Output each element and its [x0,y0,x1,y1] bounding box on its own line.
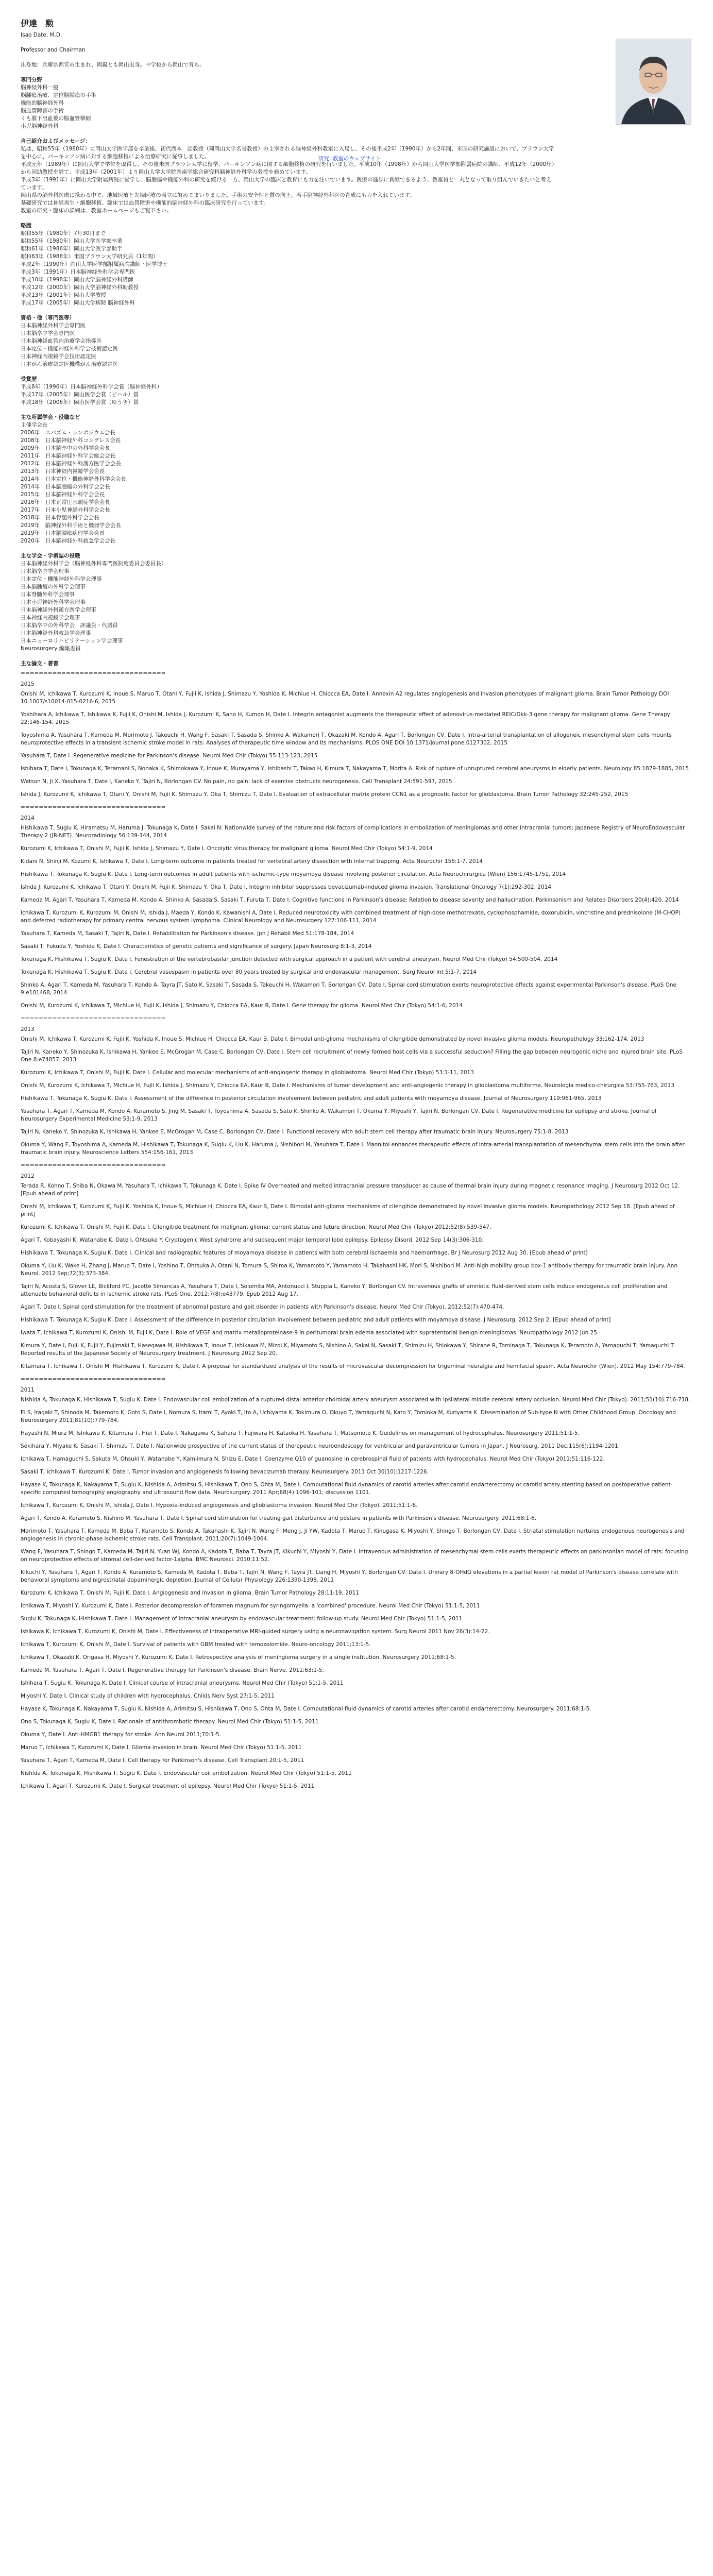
publication-entry: Kameda M, Agari T, Yasuhara T, Kameda M, Kondo A, Shinko A, Sasada S, Sasaki T, Furuta T, Date I. Cognitive functions in Parkinson's disease: Relation to disease severity and hallucination. Parkinsonism and Related Disorders 20(4):420, 2014 [21,897,679,903]
publication-entry: Kimura Y, Date I, Fujii K, Fujii Y, Fujimaki T, Hasegawa M, Hishikawa T, Inoue T, Ishikawa M, Mizoi K, Miyamoto S, Nishino A, Sakai N, Sasaki T, Shimizu H, Shiokawa Y, Shirane R, Tominaga T, Tokunaga K, Teramoto A, Yamaguchi T, Yamaguchi T. Reported results of the Japanese Society of Neurosurgery treatment. J Neurosurg 2012 Sep 20. [21,1343,675,1357]
publication-entry: Hishikawa T, Tokunaga K, Sugiu K, Date I. Long-term outcomes in adult patients with ischemic-type moyamoya disease involving posterior circulation. Acta Neurochirurgica (Wien) 156:1745-1751, 2014 [21,871,566,877]
publication-entry: Ei S, Iragaki T, Shinoda M, Takemoto K, Goto S, Date I, Nomura S, Itami T, Ayoki T, Ito A, Uchiyama K, Tokimura O, Okuyo T, Yamaguchi N, Kato Y, Tomioka M, Kuriyama K. Dissemination of Sub-type N with Other Childhood Group. Oncology and Neurosurgery 2011;81(10):779-784. [21,1410,676,1423]
publication-entry: Tokunaga K, Hishikawa T, Sugiu K, Date I. Fenestration of the vertebrobasilar junction detected with surgical approach in a patient with cerebral aneurysm. Neurol Med Chir (Tokyo) 54:500-504, 2014 [21,956,558,962]
society-item: 2018年 日本脊髄外科学会会長 [21,515,99,521]
publication-entry: Hayase K, Tokunaga K, Nakayama T, Sugiu K, Nishida A, Arimitsu S, Hishikawa T, Ono S, Ohta M, Date I. Computational fluid dynamics of carotid arteries after carotid endarterectomy. Neurosurgery. 2011;68:1-5. [21,1706,591,1712]
history-item: 平成13年（2001年）岡山大学教授 [21,292,107,298]
publication-entry: Nishida A, Tokunaga K, Hishikawa T, Sugiu K, Date I. Endovascular coil embolization. Neurol Med Chir (Tokyo) 51:1-5, 2011 [21,1770,352,1776]
publication-entry: Hishikawa T, Tokunaga K, Sugiu K, Date I. Assessment of the difference in posterior circulation involvement between pediatric and adult patients with moyamoya disease. Journal of Neurosurgery 119:961-965, 2013 [21,1095,602,1101]
history-item: 昭和55年（1980年）7月30日まで [21,230,106,236]
page-title: 伊達 勲 [21,19,54,28]
history-item: 平成10年（1998年）岡山大学脳神経外科講師 [21,277,133,283]
history-item: 昭和63年（1988年）米国ブラウン大学研究員（1年間） [21,253,159,260]
publication-entry: Tajiri N, Acosta S, Glover LE, Bickford PC, Jacotte Simancas A, Yasuhara T, Date I, Solomita MA, Antonucci I, Stuppia L, Kaneko Y, Borlongan CV. Intravenous grafts of amniotic fluid-derived stem cells induce endogenous cell proliferation and attenuate behavioral deficits in ischemic stroke rats. PLoS One. 2012;7(8):e43779. Epub 2012 Aug 17. [21,1283,668,1297]
society-item: 2015年 日本脳神経外科学会会長 [21,492,105,498]
specialty-list [21,84,690,130]
publication-entry: Miyoshi Y, Date I. Clinical study of children with hydrocephalus. Childs Nerv Syst 27:1-5, 2011 [21,1693,275,1699]
publication-entry: Kurozumi K, Ichikawa T, Onishi M, Fujii K, Date I. Cilengitide treatment for malignant glioma: current status and future direction. Neurol Med Chir (Tokyo) 2012;52(8):539-547. [21,1224,491,1230]
publication-entry: Ichikawa T, Okazaki K, Origasa H, Miyoshi Y, Kurozumi K, Date I. Retrospective analysis of meningioma surgery in a single institution. Neurosurgery 2011;68:1-5. [21,1654,456,1660]
society-item: 2008年 日本脳神経外科コングレス会長 [21,437,121,444]
specialty-heading: 専門分野 [21,77,42,83]
society-item: 2013年 日本神経内視鏡学会会長 [21,468,105,474]
publication-entry: Wang F, Yasuhara T, Shingo T, Kameda M, Tajiri N, Yuan WJ, Kondo A, Kadota T, Baba T, Tayra JT, Kikuchi Y, Miyoshi Y, Date I. Intravenous administration of mesenchymal stem cells exerts therapeutic effects on parkinsonian model of rats: focusing on neuroprotective effects of stromal cell-derived factor-1alpha. BMC Neurosci. 2010;11:52. [21,1549,688,1563]
society-item: 2014年 日本脳腫瘍の外科学会会長 [21,484,110,490]
publication-entry: Hishikawa T, Tokunaga K, Sugiu K, Date I. Clinical and radiographic features of moyamoya disease in patients with both cerebral ischaemia and haemorrhage. Br J Neurosurg 2012 Aug 30. [Epub ahead of print] [21,1250,588,1256]
journal-item: 日本脊髄外科学会理事 [21,591,75,598]
publication-entry: Ichikawa T, Agari T, Kurozumi K, Date I. Surgical treatment of epilepsy. Neurol Med Chir (Tokyo) 51:1-5, 2011 [21,1783,315,1789]
portrait-illustration [616,39,691,124]
publication-entry: Sekihara Y, Miyake K, Sasaki T, Shimizu T, Date I. Nationwide prospective of the current status of therapeutic neuroendoscopy for ventricular and paraventricular tumors in Japan. J Neurosurg. 2011 Dec;115(6):1194-1201. [21,1443,620,1449]
publication-entry: Onishi M, Ichikawa T, Kurozumi K, Inoue S, Maruo T, Otani Y, Fujii K, Ishida J, Shimazu Y, Yoshida K, Michiue H, Chiocca EA, Date I. Annexin A2 regulates angiogenesis and invasion phenotypes of malignant glioma. Brain Tumor Pathology DOI 10.1007/s10014-015-0216-6, 2015 [21,691,669,705]
publication-entry: Ichikawa T, Kurozumi K, Onishi M, Date I. Survival of patients with GBM treated with temozolomide. Neuro-oncology 2011;13:1-5. [21,1641,371,1648]
societies-intro: 主催学会長 [21,422,48,428]
award-item: 平成8年（1996年）日本脳神経外科学会賞（脳神経外科） [21,384,162,390]
publication-entry: Yasuhara T, Kameda M, Sasaki T, Tajiri N, Date I. Rehabilitation for Parkinson's disease. Jpn J Rehabil Med 51:178-184, 2014 [21,930,354,937]
publication-entry: Okuma Y, Liu K, Wake H, Zhang J, Maruo T, Date I, Yoshino T, Ohtsuka A, Otani N, Tomura S, Shima K, Yamamoto Y, Yamamoto H, Takahashi HK, Mori S, Nishibori M. Anti-high mobility group box-1 antibody therapy for traumatic brain injury. Ann Neurol. 2012 Sep;72(3):373-384. [21,1263,678,1277]
birthplace-text: 出身地：兵庫県西宮市生まれ、両親とも岡山出身。中学校から岡山で育ち。 [21,62,205,68]
specialty-item: 小児脳神経外科 [21,123,59,129]
journal-item: Neurosurgery 編集委員 [21,646,81,652]
publications-list [21,670,690,1790]
award-item: 平成18年（2006年）岡山医学会賞（ゆうき）賞 [21,399,139,405]
message-paragraph: 教室の研究・臨床の詳細は、教室ホームページもご覧下さい。 [21,208,172,214]
board-item: 日本脳卒中学会専門医 [21,330,75,336]
publication-entry: Kurozumi K, Ichikawa T, Onishi M, Fujii K, Date I. Angiogenesis and invasion in glioma. Brain Tumor Pathology 28:11-19, 2011 [21,1590,359,1596]
publication-entry: Ono S, Tokunaga K, Sugiu K, Date I. Rationale of antithrombotic therapy. Neurol Med Chir (Tokyo) 51:1-5, 2011 [21,1719,319,1725]
publication-entry: Ishikawa K, Ichikawa T, Kurozumi K, Onishi M, Date I. Effectiveness of intraoperative MRI-guided surgery using a neuronavigation system. Surg Neurol 2011 Nov 26(3):14-22. [21,1629,490,1635]
publication-entry: Onishi M, Kurozumi K, Ichikawa T, Michiue H, Fujii K, Ishida J, Shimazu Y, Chiocca EA, Kaur B, Date I. Gene therapy for glioma. Neurol Med Chir (Tokyo) 54:1-6, 2014 [21,1003,463,1009]
publication-entry: Sugiu K, Tokunaga K, Hishikawa T, Date I. Management of intracranial aneurysm by endovascular treatment: follow-up study. Neurol Med Chir (Tokyo) 51:1-5, 2011 [21,1616,463,1622]
society-item: 2019年 日本脳腫瘍病理学会会長 [21,530,105,536]
publication-entry: Onishi M, Kurozumi K, Ichikawa T, Michiue H, Fujii K, Ishida J, Shimazu Y, Chiocca EA, Kaur B, Date I. Mechanisms of tumor development and anti-angiogenic therapy in glioblastoma multiforme. Neurologia medico-chirurgica 53:755-763, 2013 [21,1082,674,1089]
society-item: 2012年 日本脳神経外科漢方医学会会長 [21,461,121,467]
publication-entry: Kameda M, Yasuhara T, Agari T, Date I. Regenerative therapy for Parkinson's disease. Brain Nerve. 2011;63:1-5. [21,1667,324,1673]
journals-list [21,560,690,653]
journal-item: 日本脳腫瘍の外科学会理事 [21,584,86,590]
society-item: 2009年 日本脳卒中の外科学会会長 [21,445,110,451]
publication-entry: Okuma Y, Wang F, Toyoshima A, Kameda M, Hishikawa T, Tokunaga K, Sugiu K, Liu K, Haruma J, Nishibori M, Yasuhara T, Date I. Mannitol enhances therapeutic effects of intra-arterial transplantation of mesenchymal stem cells into the brain after traumatic brain injury. Neuroscience Letters 554:156-161, 2013 [21,1142,685,1156]
publication-entry: Shinko A, Agari T, Kameda M, Yasuhara T, Kondo A, Tayra JT, Sato K, Sasaki T, Sasada S, Takeuchi H, Wakamori T, Borlongan CV, Date I. Spinal cord stimulation exerts neuroprotective effects against experimental Parkinson's disease. PLoS One 9:e101468, 2014 [21,982,677,996]
journal-item: 日本脳神経外科学会（脳神経外科専門医制度委員会委員長） [21,561,167,567]
journal-item: 日本神経内視鏡学会理事 [21,615,80,621]
publication-entry: Ishida J, Kurozumi K, Ichikawa T, Otani Y, Onishi M, Fujii K, Shimazu Y, Oka T, Date I. Integrin inhibitor suppresses bevacizumab-induced glioma invasion. Translational Oncology 7(1):292-302, 2014 [21,884,552,890]
publication-entry: Onishi M, Ichikawa T, Kurozumi K, Fujii K, Yoshida K, Inoue S, Michiue H, Chiocca EA, Kaur B, Date I. Bimodal anti-glioma mechanisms of cilengitide demonstrated by novel invasive glioma models. Neuropathology 33:162-174, 2013 [21,1036,644,1042]
specialty-item: 脳神経外科一般 [21,84,59,91]
publication-entry: Nishida A, Tokunaga K, Hishikawa T, Sugiu K, Date I. Endovascular coil embolization of a ruptured distal anterior choroidal artery aneurysm associated with ipsilateral middle cerebral artery occlusion. Neurol Med Chir (Tokyo). 2011;51(10):716-718. [21,1397,690,1403]
board-item: 日本脳神経血管内治療学会指導医 [21,338,102,344]
profile-page [21,20,690,1795]
journal-item: 日本脳神経外科漢方医学会理事 [21,607,96,613]
year-heading: 2015 [21,681,35,687]
specialty-item: 脳血管障害の手術 [21,108,64,114]
publications-heading: 主な論文・著書 [21,660,59,667]
publication-entry: Yasuhara T, Date I. Regenerative medicine for Parkinson's disease. Neurol Med Chir (Tokyo) 55:113-123, 2015 [21,753,318,759]
publication-entry: Yoshihara A, Ichikawa T, Ishikawa K, Fujii K, Onishi M, Ishida J, Kurozumi K, Sano H, Kumon H, Date I. Integrin antagonist augments the therapeutic effect of adenovirus-mediated REIC/Dkk-3 gene therapy for malignant glioma. Gene Therapy 22:146-154, 2015 [21,711,670,725]
self-introduction [21,138,690,215]
journal-item: 日本脳卒中の外科学会 評議員・代議員 [21,622,118,629]
history-item: 昭和61年（1986年）岡山大学医学部助手 [21,246,123,252]
board-item: 日本がん治療認定医機構がん治療認定医 [21,361,118,367]
society-item: 2017年 日本小児神経外科学会会長 [21,507,110,513]
publication-entry: Kurozumi K, Ichikawa T, Onishi M, Fujii K, Ishida J, Shimazu Y, Date I. Oncolytic virus therapy for malignant glioma. Neurol Med Chir (Tokyo) 54:1-9, 2014 [21,845,433,852]
publication-entry: Tokunaga K, Hishikawa T, Sugiu K, Date I. Cerebral vasospasm in patients over 80 years treated by surgical and endovascular management. Surg Neurol Int 5:1-7, 2014 [21,969,477,975]
publication-entry: Morimoto T, Yasuhara T, Kameda M, Baba T, Kuramoto S, Kondo A, Takahashi K, Tajiri N, Wang F, Meng J, Ji YW, Kadota T, Maruo T, Kinugasa K, Miyoshi Y, Shingo T, Borlongan CV, Date I. Striatal stimulation nurtures endogenous neurogenesis and angiogenesis in chronic-phase ischemic stroke rats. Cell Transplant. 2011;20(7):1049-1064. [21,1528,685,1542]
publication-entry: Agari T, Kobayashi K, Watanabe K, Date I, Ohtsuka Y. Cryptogenic West syndrome and subsequent major temporal lobe epilepsy. Epilepsy Disord. 2012 Sep 14(3):306-310. [21,1237,484,1243]
message-paragraph: 平成3年（1991年）に岡山大学附属病院に帰学し、脳腫瘍や機能外科の研究を続ける一方、岡山大学の臨床と教育にも力を注いでいます。医療の進歩に貢献できるよう、教室員と一丸となって取り組んでいきたいと考えています。 [21,177,552,191]
lab-website-text[interactable]: 研究 :教室のウェブサイト [318,156,381,162]
board-item: 日本脳神経外科学会専門医 [21,323,86,329]
board-item: 日本神経内視鏡学会技術認定医 [21,353,96,360]
year-separator: ================================ [21,1376,166,1382]
society-item: 2014年 日本定位・機能神経外科学会会長 [21,476,127,482]
publication-entry: Yasuhara T, Agari T, Kameda M, Date I. Cell therapy for Parkinson's disease. Cell Transplant 20:1-5, 2011 [21,1757,304,1764]
history-item: 昭和55年（1980年）岡山大学医学部卒業 [21,238,123,244]
society-item: 2006年 スパズム・シンポジウム会長 [21,430,115,436]
message-paragraph: 平成元年（1989年）に岡山大学で学位を取得し、その後米国ブラウン大学に留学、パーキンソン病に関する細胞移植の研究を行いました。平成10年（1998年）から岡山大学医学部附属病院の講師、平成12年（2000年）から同助教授を経て、平成13年（2001年）より岡山大学大学院医歯学総合研究科脳神経外科学の教授を務めています。 [21,161,555,175]
board-item: 日本定位・機能神経外科学会技術認定医 [21,346,118,352]
specialty-item: くも膜下出血後の脳血管攣縮 [21,115,91,122]
societies-heading: 主な所属学会・役職など [21,414,80,420]
publication-entry: Toyoshima A, Yasuhara T, Kameda M, Morimoto J, Takeuchi H, Wang F, Sasaki T, Sasada S, Shinko A, Wakamori T, Okazaki M, Kondo A, Agari T, Borlongan CV, Date I. Intra-arterial transplantation of allogeneic mesenchymal stem cells mounts neuroprotective effects in a transient ischemic stroke model in rats: Analyses of therapeutic time window and its mechanisms. PLOS ONE DOI 10.1371/journal.pone.0127302, 2015 [21,732,672,746]
publication-entry: Ishihara T, Date I, Tokunaga K, Teramani S, Nonaka K, Shimokawa Y, Inoue K, Murayama Y, Ishibashi T, Takao H, Kimura T, Nakayama T, Morita A. Risk of rupture of unruptured cerebral aneurysms in elderly patients. Neurology 85:1879-1885, 2015 [21,766,689,772]
publication-entry: Agari T, Kondo A, Kuramoto S, Nishino M, Yasuhara T, Date I. Spinal cord stimulation for treating gait disturbance and posture in patients with Parkinson's disease. Neurosurgery. 2011;68:1-6. [21,1515,537,1521]
publication-entry: Kikuchi Y, Yasuhara T, Agari T, Kondo A, Kuramoto S, Kameda M, Kadota T, Baba T, Tajiri N, Wang F, Tayra JT, Liang H, Miyoshi Y, Borlongan CV, Date I. Urinary 8-OHdG elevations in a partial lesion rat model of Parkinson's disease correlate with behavioral symptoms and nigrostriatal dopaminergic depletion. Journal of Cellular Physiology 226:1390-1398, 2011 [21,1569,678,1583]
position-title: Professor and Chairman [21,47,86,53]
history-item: 平成2年（1990年）岡山大学医学部附属病院講師・医学博士 [21,261,168,267]
specialty-item: 機能的脳神経外科 [21,100,64,106]
publication-entry: Ichikawa T, Kurozumi K, Kurozumi M, Onishi M, Ishida J, Maeda Y, Kondo K, Kawanishi A, Date I. Reduced neurotoxicity with combined treatment of high-dose methotrexate, cyclophosphamide, doxorubicin, vincristine and prednisolone (M-CHOP) and deferred radiotherapy for primary central nervous system lymphoma. Clinical Neurology and Neurosurgery 127:106-111, 2014 [21,910,681,924]
publication-entry: Tajiri N, Kaneko Y, Shinozuka K, Ishikawa H, Yankee E, McGrogan M, Case C, Borlongan CV, Date I. Stem cell recruitment of newly formed host cells via a successful seduction? Filling the gap between neurogenic niche and injured brain site. PLoS One 8:e74857, 2013 [21,1049,683,1063]
specialty-item: 脳腫瘍治療、定位脳腫瘍の手術 [21,92,96,98]
publication-entry: Ishida J, Kurozumi K, Ichikawa T, Otani Y, Onishi M, Fujii K, Shimazu Y, Oka T, Shimizu T, Date I. Evaluation of extracellular matrix protein CCN1 as a prognostic factor for glioblastoma. Brain Tumor Pathology 32:245-252, 2015 [21,791,629,798]
publication-entry: Hayashi N, Miura M, Ishikawa K, Kitamura T, Hiei T, Date I, Nakagawa K, Sahara T, Fujiwara H, Kataoka H, Yasuhara T, Matsumoto K. Guidelines on management of hydrocephalus. Neurosurgery 2011;51:1-5. [21,1430,580,1436]
publication-entry: Ichikawa T, Hamaguchi S, Sakuta M, Ohsuki Y, Watanabe Y, Kamiimura N, Shizu E, Date I. Coenzyme Q10 of guanosine in cerebrospinal fluid of patients with hydrocephalus. Neurol Med Chir (Tokyo) 2011;51:116-122. [21,1456,605,1462]
publication-entry: Terada R, Kohno T, Shiba N, Okawa M, Yasuhara T, Ichikawa T, Tokunaga K, Date I. Spike IV Overheated and melted intracranial pressure transducer as cause of thermal brain injury during magnetic resonance imaging. J Neurosurg 2012 Oct 12. [Epub ahead of print] [21,1183,680,1197]
publication-entry: Onishi M, Ichikawa T, Kurozumi K, Fujii K, Yoshida K, Inoue S, Michiue H, Chiocca EA, Kaur B, Date I. Bimodal anti-glioma mechanisms of cilengitide demonstrated by novel invasive glioma models. Neuropathology 2012 Sep 18. [Epub ahead of print] [21,1204,675,1217]
awards-heading: 受賞歴 [21,376,37,382]
year-heading: 2011 [21,1387,35,1393]
journal-item: 日本ニューロリハビリテーション学会理事 [21,638,123,644]
journal-item: 日本小児神経外科学会理事 [21,599,86,605]
publication-entry: Hayase K, Tokunaga K, Nakayama T, Sugiu K, Nishida A, Arimitsu S, Hishikawa T, Ono S, Ohta M, Date I. Computational fluid dynamics of carotid arteries after carotid endarterectomy or carotid artery stenting based on postoperative patient-specific computed tomography angiography and ultrasound flow data. Neurosurgery. 2011 Apr;68(4):1096-101; discussion 1101. [21,1482,673,1496]
year-separator: ================================ [21,1015,166,1022]
name-english: Isao Date, M.D. [21,32,62,38]
message-paragraph: 私は、昭和55年（1980年）に岡山大学医学部を卒業後、初代西本 詮教授（岡岡山大学名誉教授）の主宰される脳神経外科教室に入局し、その後平成2年（1990年）から2年間、米国の研究施設において、ブラウン大学を中心に、パーキンソン病に対する細胞移植による治療研究に従事しました。 [21,146,554,160]
year-heading: 2012 [21,1173,35,1179]
publication-entry: Sasaki T, Fukuda Y, Yoshida K, Date I. Characteristics of genetic patients and significance of surgery. Japan Neurosurg 8:1-3, 2014 [21,943,372,950]
history-heading: 略歴 [21,223,31,229]
awards-list [21,383,690,406]
publication-entry: Tajiri N, Kaneko Y, Shinozuka K, Ishikawa H, Yankee E, McGrogan M, Case C, Borlongan CV, Date I. Functional recovery with adult stem cell therapy after traumatic brain injury. Neurosurgery 75:1-8, 2013 [21,1129,569,1135]
message-paragraph: 基礎研究では神経再生・細胞移植、臨床では血管障害や機能的脳神経外科の臨床研究を行っています。 [21,200,269,206]
journal-item: 日本定位・機能神経外科学会理事 [21,576,102,582]
history-list [21,230,690,307]
year-heading: 2014 [21,815,35,821]
year-separator: ================================ [21,804,166,810]
publication-entry: Ichikawa T, Miyoshi Y, Kurozumi K, Date I. Posterior decompression of foramen magnum for syringomyelia: a 'combined' procedure. Neurol Med Chir (Tokyo) 51:1-5, 2011 [21,1603,480,1609]
society-item: 2011年 日本脳神経外科学会総会会長 [21,453,116,459]
publication-entry: Ishihara T, Sugiu K, Tokunaga K, Date I. Clinical course of intracranial aneurysms. Neurol Med Chir (Tokyo) 51:1-5, 2011 [21,1680,344,1686]
publication-entry: Iwata T, Ichikawa T, Kurozumi K, Onishi M, Fujii K, Date I. Role of VEGF and matrix metalloproteinase-9 in peritumoral brain edema associated with supratentorial benign meningiomas. Neuropathology 2012 Jun 25. [21,1330,599,1336]
year-separator: ================================ [21,1162,166,1168]
publication-entry: Sasaki T, Ichikawa T, Kurozumi K, Date I. Tumor invasion and angiogenesis following bevacizumab therapy. Neurosurgery. 2011 Oct 30(10):1217-1226. [21,1469,429,1475]
year-heading: 2013 [21,1026,35,1032]
publication-entry: Hishikawa T, Sugiu K, Hiramatsu M, Haruma J, Tokunaga K, Date I. Sakai N: Nationwide survey of the nature and risk factors of complications in embolization of meningiomas and other intracranial tumors: Japanese Registry of NeuroEndovascular Therapy 2 (JR-NET). Neuroradiology 56:139-144, 2014 [21,825,685,839]
publication-entry: Yasuhara T, Agari T, Kameda M, Kondo A, Kuramoto S, Jing M, Sasaki T, Toyoshima A, Sasada S, Sato K, Shinko A, Wakamori T, Okuma Y, Miyoshi Y, Tajiri N, Borlongan CV, Date I. Regenerative medicine for epilepsy and stroke. Journal of Neurosurgery Experimental Medicine 53:1-9, 2013 [21,1108,657,1122]
society-item: 2020年 日本脳神経外科救急学会会長 [21,538,116,544]
publication-entry: Watson N, Ji X, Yasuhara T, Date I, Kaneko Y, Tajiri N, Borlongan CV. No pain, no gain: lack of exercise obstructs neurogenesis. Cell Transplant 24:591-597, 2015 [21,778,452,785]
publication-entry: Kidani N, Shinji M, Kozumi K, Ishikawa T, Date I. Long-term outcome in patients treated for vertebral artery dissection with internal trapping. Acta Neurochir 156:1-7, 2014 [21,858,483,865]
societies-list [21,429,690,545]
portrait-photo [616,39,691,125]
publication-entry: Okuma Y, Date I. Anti-HMGB1 therapy for stroke. Ann Neurol 2011;70:1-5. [21,1732,222,1738]
publication-entry: Hishikawa T, Tokunaga K, Sugiu K, Date I. Assessment of the difference in posterior circulation involvement between pediatric and adult patients with moyamoya disease. J Neurosurg. 2012 Sep 2. [Epub ahead of print] [21,1317,611,1323]
publication-entry: Kitamura T, Ichikawa T, Onishi M, Hishikawa T, Kurozumi K, Date I. A proposal for standardized analysis of the results of microvascular decompression for trigeminal neuralgia and hemifacial spasm. Acta Neurochir (Wien). 2012 May 154:779-784. [21,1363,685,1369]
lab-website-link[interactable] [318,155,381,163]
society-item: 2019年 脳神経外科手術と機器学会会長 [21,522,121,529]
journal-item: 日本脳神経外科救急学会理事 [21,630,91,636]
board-list [21,322,690,368]
publication-entry: Agari T, Date I. Spinal cord stimulation for the treatment of abnormal posture and gait disorder in patients with Parkinson's disease. Neurol Med Chir (Tokyo). 2012;52(7):470-474. [21,1304,504,1310]
award-item: 平成17年（2005年）岡山医学会賞（ビハル）賞 [21,392,139,398]
publication-entry: Ichikawa T, Kurozumi K, Onishi M, Ishida J, Date I. Hypoxia-induced angiogenesis and glioblastoma invasion. Neurol Med Chir (Tokyo). 2011;51:1-6. [21,1502,418,1509]
journal-item: 日本脳卒中学会理事 [21,568,70,574]
publication-entry: Maruo T, Ichikawa T, Kurozumi K, Date I. Glioma invasion in brain. Neurol Med Chir (Tokyo) 51:1-5, 2011 [21,1744,302,1751]
history-item: 平成17年（2005年）岡山大学病院 脳神経外科 [21,300,135,306]
year-separator: ================================ [21,670,166,676]
history-item: 平成3年（1991年）日本脳神経外科学会専門医 [21,269,135,275]
publication-entry: Kurozumi K, Ichikawa T, Onishi M, Fujii K, Date I. Cellular and molecular mechanisms of anti-angiogenic therapy in glioblastoma. Neurol Med Chir (Tokyo) 53:1-11, 2013 [21,1070,474,1076]
society-item: 2016年 日本正常圧水頭症学会会長 [21,499,110,505]
board-heading: 資格・他（専門医等） [21,315,75,321]
message-heading: 自己紹介およびメッセージ： [21,138,91,144]
message-paragraph: 岡山県の脳外科医療に携わる中で、地域医療と先端医療の両立に努めてまいりました。手術の安全性と質の向上、若手脳神経外科医の育成にも力を入れています。 [21,192,415,198]
journals-heading: 主な学会・学術誌の役職 [21,553,80,559]
history-item: 平成12年（2000年）岡山大学脳神経外科助教授 [21,284,139,291]
